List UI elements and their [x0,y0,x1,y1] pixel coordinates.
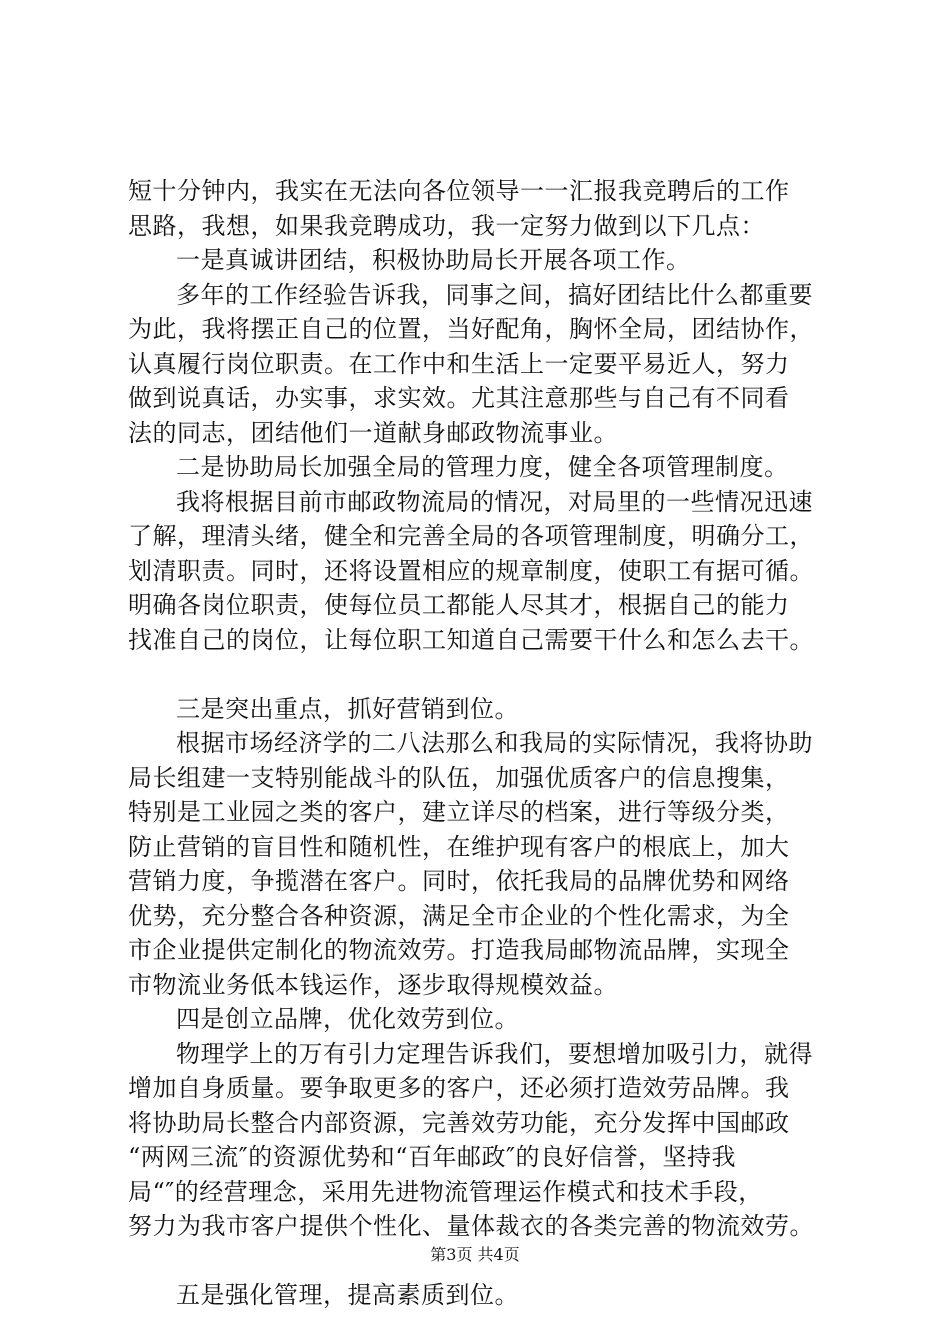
section-heading-2: 二是协助局长加强全局的管理力度，健全各项管理制度。 [176,453,789,481]
section-heading-1: 一是真诚讲团结，积极协助局长开展各项工作。 [176,246,691,274]
text-line: 增加自身质量。要争取更多的客户，还必须打造效劳品牌。我 [128,1074,790,1102]
text-line: 局“″的经营理念，采用先进物流管理运作模式和技术手段， [128,1177,763,1206]
section-heading-3: 三是突出重点，抓好营销到位。 [176,694,519,723]
body-text [128,174,848,1313]
text-line: 物理学上的万有引力定理告诉我们，要想增加吸引力，就得 [176,1039,813,1068]
text-line: 市物流业务低本钱运作，逐步取得规模效益。 [128,970,618,999]
text-line: 短十分钟内，我实在无法向各位领导一一汇报我竞聘后的工作 [128,177,790,205]
text-line: 特别是工业园之类的客户，建立详尽的档案，进行等级分类， [128,798,790,826]
text-line: 局长组建一支特别能战斗的队伍，加强优质客户的信息搜集， [128,763,790,792]
text-line: 思路，我想，如果我竞聘成功，我一定努力做到以下几点： [128,211,765,240]
page-number: 第3页 共4页 [430,1245,520,1264]
text-line: 优势，充分整合各种资源，满足全市企业的个性化需求，为全 [128,901,790,930]
text-line: “两网三流″的资源优势和“百年邮政″的良好信誉，坚持我 [128,1143,736,1171]
text-line: 法的同志，团结他们一道献身邮政物流事业。 [128,418,618,447]
text-line: 努力为我市客户提供个性化、量体裁衣的各类完善的物流效劳。 [128,1212,814,1240]
text-line: 做到说真话，办实事，求实效。尤其注意那些与自己有不同看 [128,384,790,412]
text-line: 根据市场经济学的二八法那么和我局的实际情况，我将协助 [176,729,813,757]
text-line: 认真履行岗位职责。在工作中和生活上一定要平易近人，努力 [128,349,790,378]
text-line: 划清职责。同时，还将设置相应的规章制度，使职工有据可循。 [128,556,814,585]
text-line: 我将根据目前市邮政物流局的情况，对局里的一些情况迅速 [176,487,813,516]
text-line: 了解，理清头绪，健全和完善全局的各项管理制度，明确分工， [128,522,814,550]
text-line: 多年的工作经验告诉我，同事之间，搞好团结比什么都重要 [176,280,813,309]
text-line: 将协助局长整合内部资源，完善效劳功能，充分发挥中国邮政 [128,1108,790,1137]
text-line: 为此，我将摆正自己的位置，当好配角，胸怀全局，团结协作， [128,315,814,343]
text-line: 找准自己的岗位，让每位职工知道自己需要干什么和怎么去干。 [128,625,814,654]
text-line: 明确各岗位职责，使每位员工都能人尽其才，根据自己的能力 [128,591,790,619]
section-heading-4: 四是创立品牌，优化效劳到位。 [176,1005,519,1033]
paragraph-spacer [128,657,848,692]
section-heading-5: 五是强化管理，提高素质到位。 [176,1281,519,1309]
page-footer [0,1245,950,1265]
text-line: 市企业提供定制化的物流效劳。打造我局邮物流品牌，实现全 [128,936,790,964]
text-line: 营销力度，争揽潜在客户。同时，依托我局的品牌优势和网络 [128,867,790,895]
text-line: 防止营销的盲目性和随机性，在维护现有客户的根底上，加大 [128,832,790,861]
